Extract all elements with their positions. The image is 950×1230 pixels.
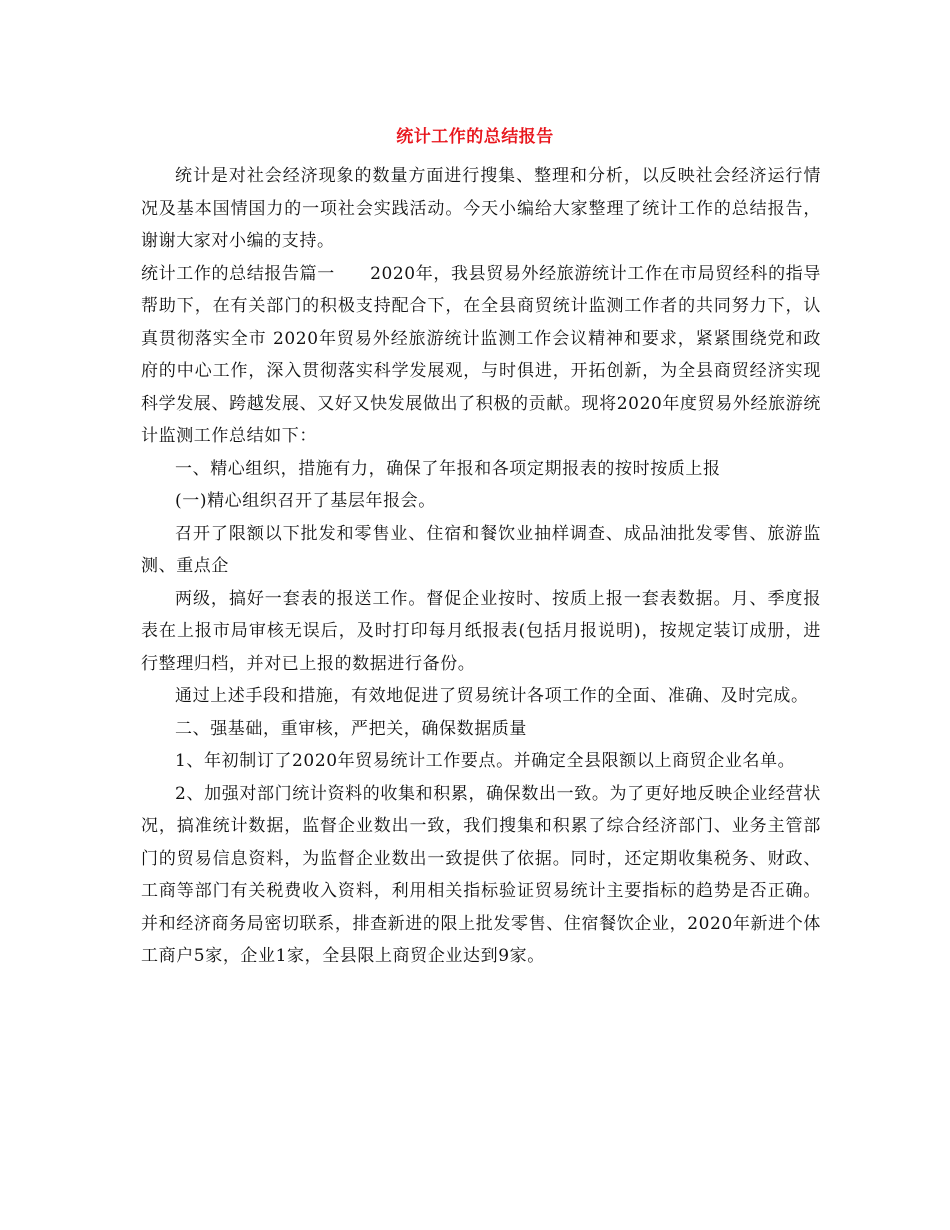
list-item: 1、年初制订了2020年贸易统计工作要点。并确定全县限额以上商贸企业名单。 [175, 751, 796, 771]
document-title: 统计工作的总结报告 [396, 127, 554, 147]
paragraph: 两级，搞好一套表的报送工作。督促企业按时、按质上报一套表数据。月、季度报表在上报市局审核无误后，及时打印每月纸报表(包括月报说明)，按规定装订成册，进行整理归档，并对已上报的数据进行备份。 [141, 588, 821, 674]
section-heading: 二、强基础，重审核，严把关，确保数据质量 [175, 718, 527, 739]
subsection-heading: (一)精心组织召开了基层年报会。 [175, 491, 436, 511]
list-item: 2、加强对部门统计资料的收集和积累，确保数出一致。为了更好地反映企业经营状况，搞准统计数据，监督企业数出一致，我们搜集和积累了综合经济部门、业务主管部门的贸易信息资料，为监督企业数出一致提供了依据。同时，还定期收集税务、财政、工商等部门有关税费收入资料，利用相关指标验证贸易统计主要指标的趋势是否正确。并和经济商务局密切联系，排查新进的限上批发零售、住宿餐饮企业，2020年新进个体工商户5家，企业1家，全县限上商贸企业达到9家。 [141, 783, 821, 966]
paragraph: 统计是对社会经济现象的数量方面进行搜集、整理和分析，以反映社会经济运行情况及基本国情国力的一项社会实践活动。今天小编给大家整理了统计工作的总结报告，谢谢大家对小编的支持。 [141, 166, 821, 251]
paragraph: 统计工作的总结报告篇一 2020年，我县贸易外经旅游统计工作在市局贸经科的指导帮助下，在有关部门的积极支持配合下，在全县商贸统计监测工作者的共同努力下，认真贯彻落实全市 2020年贸易外经旅游统计监测工作会议精神和要求，紧紧围绕党和政府的中心工作，深入贯彻落实科学发展观，与时俱进，开拓创新，为全县商贸经济实现科学发展、跨越发展、又好又快发展做出了积极的贡献。现将2020年度贸易外经旅游统计监测工作总结如下： [141, 263, 821, 446]
document-body [141, 160, 821, 973]
section-heading: 一、精心组织，措施有力，确保了年报和各项定期报表的按时按质上报 [175, 458, 721, 479]
paragraph: 通过上述手段和措施，有效地促进了贸易统计各项工作的全面、准确、及时完成。 [175, 686, 809, 706]
paragraph: 召开了限额以下批发和零售业、住宿和餐饮业抽样调查、成品油批发零售、旅游监测、重点企 [141, 523, 821, 576]
